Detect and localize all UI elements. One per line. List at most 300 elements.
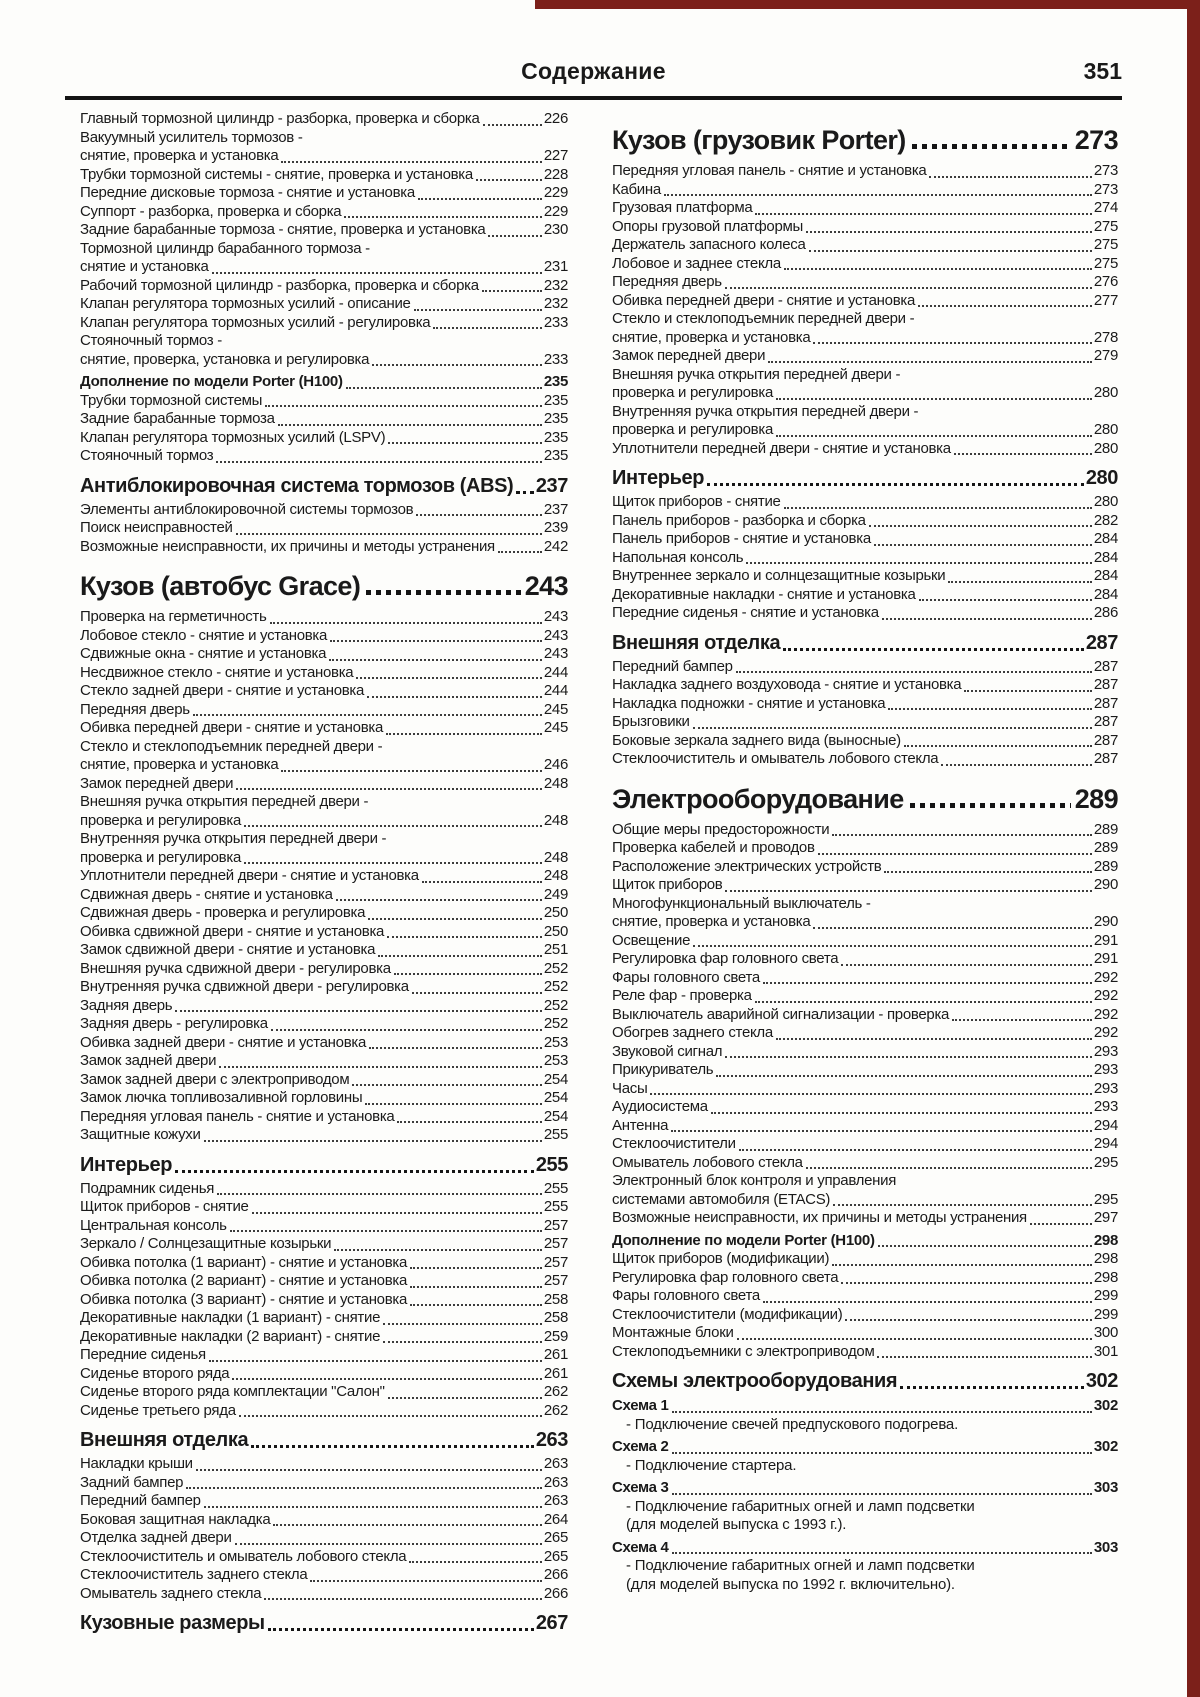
- entry-page: 284: [1093, 530, 1118, 547]
- entry-title: Рабочий тормозной цилиндр - разборка, проверка и сборка: [80, 276, 479, 294]
- entry-title: Расположение электрических устройств: [612, 857, 882, 875]
- entry-title: проверка и регулировка: [80, 848, 241, 866]
- entry-page: 248: [543, 774, 568, 792]
- toc-entry: [612, 549, 1118, 568]
- scheme-note: [612, 1516, 1118, 1535]
- leader-dots: [516, 491, 534, 494]
- toc-entry: [80, 277, 568, 296]
- toc-entry: [612, 713, 1118, 732]
- entry-title: Брызговики: [612, 713, 690, 730]
- toc-entry: [80, 849, 568, 868]
- toc-entry: [80, 1548, 568, 1567]
- entry-title: Передние сиденья: [80, 1346, 206, 1363]
- toc-entry: [80, 1089, 568, 1108]
- toc-entry: [612, 347, 1118, 366]
- entry-page: 233: [543, 350, 568, 368]
- leader-dots: [952, 1019, 1092, 1021]
- entry-page: 294: [1093, 1116, 1118, 1134]
- leader-dots: [329, 659, 542, 661]
- entry-page: 293: [1093, 1042, 1118, 1060]
- leader-dots: [783, 648, 1084, 651]
- toc-entry: [80, 295, 568, 314]
- leader-dots: [265, 405, 542, 407]
- bold-entry: [612, 1539, 1118, 1558]
- leader-dots: [281, 770, 541, 772]
- bold-entry: [80, 373, 568, 392]
- toc-entry: [612, 1135, 1118, 1154]
- entry-title: Внешняя ручка сдвижной двери - регулировка: [80, 959, 391, 977]
- entry-title: Электронный блок контроля и управления: [612, 1172, 897, 1189]
- entry-title: Дополнение по модели Porter (H100): [612, 1231, 875, 1249]
- entry-title: Замок задней двери: [80, 1052, 217, 1069]
- entry-title: Выключатель аварийной сигнализации - проверка: [612, 1005, 950, 1023]
- entry-page: 253: [543, 1033, 568, 1051]
- entry-title: Обивка передней двери - снятие и установка: [612, 291, 916, 309]
- leader-dots: [216, 461, 541, 463]
- leader-dots: [394, 973, 542, 975]
- toc-column-right: [612, 110, 1118, 1594]
- entry-page: 257: [543, 1253, 568, 1271]
- toc-entry: [612, 1269, 1118, 1288]
- leader-dots: [884, 871, 1091, 873]
- entry-page: 235: [543, 428, 568, 446]
- toc-entry: [612, 839, 1118, 858]
- entry-title: Внешняя ручка открытия передней двери -: [612, 365, 901, 383]
- entry-title: Возможные неисправности, их причины и методы устранения: [80, 537, 495, 555]
- leader-dots: [268, 1628, 534, 1631]
- entry-page: 273: [1074, 125, 1118, 155]
- entry-page: 235: [543, 373, 568, 390]
- entry-title: Щиток приборов: [612, 876, 723, 893]
- toc-entry: [612, 1250, 1118, 1269]
- entry-title: Внутренняя ручка открытия передней двери -: [612, 402, 919, 420]
- leader-dots: [410, 1267, 542, 1269]
- entry-title: Стояночный тормоз: [80, 447, 214, 464]
- leader-dots: [877, 1356, 1091, 1358]
- leader-dots: [422, 881, 542, 883]
- entry-page: 287: [1085, 631, 1118, 654]
- header-rule: [65, 96, 1122, 100]
- leader-dots: [378, 955, 542, 957]
- entry-title: Фары головного света: [612, 1287, 760, 1304]
- toc-entry: [612, 913, 1118, 932]
- leader-dots: [409, 1561, 542, 1563]
- leader-dots: [368, 918, 542, 920]
- entry-title: Кузов (автобус Grace): [80, 571, 361, 601]
- toc-entry: [612, 604, 1118, 623]
- toc-entry: [612, 821, 1118, 840]
- entry-page: 295: [1093, 1153, 1118, 1171]
- toc-entry: [612, 384, 1118, 403]
- toc-entry: [612, 950, 1118, 969]
- leader-dots: [776, 1038, 1092, 1040]
- entry-title: снятие и установка: [80, 258, 209, 275]
- toc-entry: [612, 1191, 1118, 1210]
- leader-dots: [410, 1304, 542, 1306]
- entry-page: 255: [543, 1126, 568, 1143]
- entry-page: 298: [1093, 1231, 1118, 1249]
- leader-dots: [737, 1338, 1092, 1340]
- entry-page: 254: [543, 1089, 568, 1106]
- toc-entry-wrap-start: [80, 830, 568, 849]
- entry-page: 280: [1093, 421, 1118, 438]
- toc-entry: [612, 1343, 1118, 1362]
- entry-title: Стеклоочистители: [612, 1135, 736, 1152]
- leader-dots: [809, 250, 1092, 252]
- leader-dots: [235, 1543, 542, 1545]
- toc-entry: [612, 676, 1118, 695]
- leader-dots: [193, 714, 542, 716]
- toc-entry: [80, 1402, 568, 1421]
- toc-entry: [80, 608, 568, 627]
- entry-page: 295: [1093, 1190, 1118, 1208]
- entry-page: 287: [1093, 657, 1118, 675]
- bold-entry: [612, 1438, 1118, 1457]
- entry-title: Стеклоочиститель и омыватель лобового стекла: [80, 1547, 407, 1565]
- entry-page: 257: [543, 1216, 568, 1234]
- leader-dots: [910, 803, 1071, 808]
- toc-entry: [80, 203, 568, 222]
- entry-title: Внешняя отделка: [612, 631, 781, 654]
- entry-page: 232: [543, 276, 568, 294]
- entry-title: Сиденье второго ряда: [80, 1364, 230, 1382]
- entry-title: Интерьер: [80, 1153, 173, 1176]
- leader-dots: [236, 788, 542, 790]
- entry-title: Элементы антиблокировочной системы тормозов: [80, 500, 414, 518]
- entry-page: 298: [1093, 1268, 1118, 1286]
- entry-title: Сиденье третьего ряда: [80, 1401, 236, 1419]
- toc-entry: [80, 645, 568, 664]
- entry-title: Стекло и стеклоподъемник передней двери -: [612, 310, 915, 327]
- leader-dots: [671, 1130, 1092, 1132]
- leader-dots: [366, 590, 521, 595]
- entry-title: Задние барабанные тормоза - снятие, проверка и установка: [80, 221, 486, 238]
- leader-dots: [725, 287, 1092, 289]
- entry-title: Декоративные накладки (1 вариант) - снятие: [80, 1309, 381, 1326]
- entry-title: Главный тормозной цилиндр - разборка, проверка и сборка: [80, 110, 480, 127]
- scheme-note: [612, 1416, 1118, 1435]
- toc-entry: [80, 1235, 568, 1254]
- leader-dots: [365, 1103, 542, 1105]
- entry-title: Отделка задней двери: [80, 1529, 232, 1546]
- toc-entry: [80, 1180, 568, 1199]
- entry-page: 303: [1093, 1479, 1118, 1496]
- entry-page: 255: [535, 1153, 568, 1176]
- entry-page: 280: [1093, 439, 1118, 457]
- entry-page: 239: [543, 519, 568, 536]
- leader-dots: [806, 231, 1092, 233]
- entry-page: 235: [543, 410, 568, 427]
- toc-entry: [612, 1324, 1118, 1343]
- toc-entry-wrap-start: [612, 403, 1118, 422]
- entry-title: - Подключение габаритных огней и ламп подсветки: [626, 1557, 975, 1574]
- leader-dots: [482, 290, 542, 292]
- leader-dots: [755, 1001, 1092, 1003]
- entry-title: снятие, проверка и установка: [612, 328, 811, 346]
- entry-page: 273: [1093, 180, 1118, 198]
- leader-dots: [251, 1445, 534, 1448]
- entry-title: Боковая защитная накладка: [80, 1510, 271, 1528]
- leader-dots: [784, 268, 1092, 270]
- entry-title: (для моделей выпуска по 1992 г. включительно).: [626, 1575, 955, 1593]
- leader-dots: [693, 945, 1092, 947]
- leader-dots: [776, 398, 1092, 400]
- entry-title: Освещение: [612, 931, 691, 949]
- toc-entry: [612, 255, 1118, 274]
- entry-page: 293: [1093, 1061, 1118, 1078]
- entry-page: 263: [535, 1429, 568, 1451]
- entry-title: Декоративные накладки (2 вариант) - снятие: [80, 1327, 381, 1345]
- toc-entry: [80, 1474, 568, 1493]
- entry-page: 237: [543, 500, 568, 518]
- toc-entry: [80, 314, 568, 333]
- toc-entry: [612, 199, 1118, 218]
- entry-title: Задние барабанные тормоза: [80, 410, 275, 427]
- leader-dots: [763, 1301, 1092, 1303]
- entry-page: 292: [1093, 1005, 1118, 1023]
- entry-title: Задняя дверь - регулировка: [80, 1015, 268, 1032]
- entry-page: 284: [1093, 548, 1118, 566]
- leader-dots: [388, 1397, 542, 1399]
- toc-entry: [612, 1287, 1118, 1306]
- entry-title: Держатель запасного колеса: [612, 236, 806, 253]
- toc-entry-wrap-start: [80, 738, 568, 757]
- entry-page: 258: [543, 1309, 568, 1326]
- entry-title: Сдвижная дверь - снятие и установка: [80, 885, 333, 903]
- entry-page: 244: [543, 682, 568, 699]
- leader-dots: [388, 442, 542, 444]
- entry-title: Передняя дверь: [80, 700, 190, 718]
- entry-title: Аудиосистема: [612, 1098, 708, 1115]
- entry-title: Стояночный тормоз -: [80, 332, 222, 349]
- toc-entry: [80, 392, 568, 411]
- entry-title: Лобовое и заднее стекла: [612, 254, 781, 272]
- chapter-heading: [80, 570, 568, 602]
- leader-dots: [217, 1193, 542, 1195]
- entry-title: Стеклоочистители (модификации): [612, 1305, 843, 1323]
- toc-entry: [612, 658, 1118, 677]
- red-frame-top: [535, 0, 1200, 9]
- entry-title: Схемы электрооборудования: [612, 1370, 898, 1392]
- entry-title: снятие, проверка и установка: [80, 756, 279, 773]
- toc-entry: [80, 1108, 568, 1127]
- leader-dots: [498, 551, 542, 553]
- leader-dots: [941, 764, 1092, 766]
- leader-dots: [912, 144, 1071, 149]
- leader-dots: [832, 1264, 1092, 1266]
- entry-page: 265: [543, 1547, 568, 1565]
- entry-page: 229: [543, 184, 568, 201]
- toc-entry: [80, 184, 568, 203]
- entry-page: 226: [543, 110, 568, 127]
- leader-dots: [919, 599, 1092, 601]
- entry-page: 290: [1093, 913, 1118, 930]
- entry-title: Часы: [612, 1079, 648, 1097]
- leader-dots: [964, 690, 1092, 692]
- entry-title: Интерьер: [612, 467, 705, 489]
- entry-page: 289: [1093, 839, 1118, 856]
- toc-entry-wrap-start: [80, 332, 568, 351]
- toc-entry: [612, 1006, 1118, 1025]
- entry-page: 284: [1093, 567, 1118, 584]
- toc-entry: [80, 756, 568, 775]
- toc-entry: [80, 960, 568, 979]
- leader-dots: [244, 825, 542, 827]
- entry-page: 246: [543, 756, 568, 773]
- entry-title: Антиблокировочная система тормозов (ABS): [80, 474, 514, 497]
- entry-title: Электрооборудование: [612, 783, 904, 814]
- section-heading: [612, 466, 1118, 490]
- section-heading: [80, 1153, 568, 1177]
- entry-title: Передний бампер: [612, 657, 733, 675]
- leader-dots: [806, 1167, 1092, 1169]
- entry-page: 261: [543, 1346, 568, 1363]
- entry-title: Замок сдвижной двери - снятие и установка: [80, 941, 376, 958]
- entry-page: 230: [543, 221, 568, 238]
- entry-page: 279: [1093, 347, 1118, 364]
- entry-page: 276: [1093, 273, 1118, 290]
- leader-dots: [746, 562, 1092, 564]
- scheme-note: [612, 1576, 1118, 1595]
- entry-page: 254: [543, 1107, 568, 1125]
- entry-title: Щиток приборов - снятие: [612, 493, 781, 510]
- entry-page: 299: [1093, 1287, 1118, 1304]
- toc-entry-wrap-start: [80, 240, 568, 259]
- entry-title: Панель приборов - снятие и установка: [612, 530, 871, 547]
- toc-entry: [80, 867, 568, 886]
- entry-page: 290: [1093, 876, 1118, 893]
- leader-dots: [841, 964, 1092, 966]
- toc-entry: [612, 218, 1118, 237]
- leader-dots: [410, 1286, 542, 1288]
- entry-title: Звуковой сигнал: [612, 1042, 723, 1060]
- toc-entry: [80, 429, 568, 448]
- entry-title: Задняя дверь: [80, 996, 173, 1014]
- leader-dots: [483, 124, 542, 126]
- entry-page: 300: [1093, 1324, 1118, 1341]
- entry-page: 263: [543, 1455, 568, 1472]
- toc-entry: [80, 1291, 568, 1310]
- entry-page: 265: [543, 1529, 568, 1546]
- entry-title: Обогрев заднего стекла: [612, 1024, 773, 1041]
- entry-title: снятие, проверка и установка: [80, 147, 279, 164]
- leader-dots: [372, 364, 542, 366]
- toc-entry: [612, 1024, 1118, 1043]
- entry-title: Зеркало / Солнцезащитные козырьки: [80, 1235, 332, 1252]
- scheme-note: [612, 1457, 1118, 1476]
- entry-title: Задний бампер: [80, 1473, 184, 1491]
- entry-title: системами автомобиля (ETACS): [612, 1190, 831, 1208]
- toc-entry: [612, 329, 1118, 348]
- toc-entry: [80, 1566, 568, 1585]
- leader-dots: [672, 1411, 1092, 1413]
- entry-title: Фары головного света: [612, 968, 760, 986]
- leader-dots: [271, 1029, 542, 1031]
- leader-dots: [476, 179, 542, 181]
- chapter-heading: [612, 124, 1118, 156]
- entry-page: 243: [543, 608, 568, 625]
- toc-entry: [612, 440, 1118, 459]
- entry-title: Регулировка фар головного света: [612, 950, 839, 967]
- entry-title: Кузовные размеры: [80, 1612, 265, 1634]
- entry-title: Антенна: [612, 1116, 669, 1134]
- toc-entry: [80, 1328, 568, 1347]
- leader-dots: [739, 1149, 1092, 1151]
- entry-title: Схема 1: [612, 1397, 669, 1414]
- toc-entry: [612, 1154, 1118, 1173]
- entry-page: 275: [1093, 236, 1118, 253]
- entry-title: Декоративные накладки - снятие и установка: [612, 585, 916, 603]
- leader-dots: [369, 1047, 542, 1049]
- leader-dots: [716, 1075, 1092, 1077]
- leader-dots: [273, 1524, 542, 1526]
- leader-dots: [841, 1282, 1092, 1284]
- entry-page: 273: [1093, 162, 1118, 179]
- toc-entry: [612, 858, 1118, 877]
- entry-page: 252: [543, 1015, 568, 1032]
- entry-title: Сдвижная дверь - проверка и регулировка: [80, 904, 366, 921]
- leader-dots: [948, 581, 1091, 583]
- toc-entry: [612, 292, 1118, 311]
- entry-title: Прикуриватель: [612, 1061, 714, 1078]
- toc-entry: [80, 1365, 568, 1384]
- entry-title: Поиск неисправностей: [80, 519, 233, 536]
- entry-page: 280: [1093, 493, 1118, 510]
- toc-entry: [80, 978, 568, 997]
- entry-page: 303: [1093, 1538, 1118, 1556]
- toc-entry: [612, 567, 1118, 586]
- toc-entry: [612, 750, 1118, 769]
- toc-entry-wrap-start: [612, 310, 1118, 329]
- entry-page: 274: [1093, 199, 1118, 216]
- entry-page: 248: [543, 848, 568, 866]
- entry-page: 229: [543, 202, 568, 220]
- leader-dots: [356, 677, 542, 679]
- entry-title: Замок лючка топливозаливной горловины: [80, 1089, 363, 1106]
- entry-title: Общие меры предосторожности: [612, 820, 830, 838]
- section-heading: [612, 631, 1118, 655]
- entry-title: Стеклоподъемники с электроприводом: [612, 1342, 875, 1360]
- leader-dots: [204, 1506, 542, 1508]
- leader-dots: [707, 483, 1084, 486]
- entry-page: 252: [543, 978, 568, 995]
- entry-page: 245: [543, 700, 568, 718]
- leader-dots: [755, 213, 1091, 215]
- entry-page: 244: [543, 663, 568, 681]
- entry-title: Передние сиденья - снятие и установка: [612, 604, 879, 621]
- entry-page: 228: [543, 165, 568, 183]
- leader-dots: [776, 435, 1092, 437]
- entry-page: 262: [543, 1401, 568, 1419]
- entry-page: 248: [543, 811, 568, 829]
- bold-entry: [612, 1479, 1118, 1498]
- leader-dots: [736, 671, 1092, 673]
- entry-title: - Подключение габаритных огней и ламп подсветки: [626, 1497, 975, 1515]
- entry-page: 266: [543, 1584, 568, 1602]
- entry-page: 262: [543, 1383, 568, 1400]
- entry-title: Лобовое стекло - снятие и установка: [80, 626, 328, 644]
- entry-title: Щиток приборов (модификации): [612, 1250, 830, 1267]
- entry-title: Омыватель лобового стекла: [612, 1153, 803, 1171]
- entry-title: Трубки тормозной системы: [80, 391, 263, 409]
- leader-dots: [334, 1249, 542, 1251]
- leader-dots: [929, 176, 1091, 178]
- entry-page: 275: [1093, 217, 1118, 235]
- leader-dots: [196, 1469, 542, 1471]
- toc-entry: [80, 627, 568, 646]
- entry-title: Схема 3: [612, 1479, 669, 1496]
- section-heading: [80, 474, 568, 498]
